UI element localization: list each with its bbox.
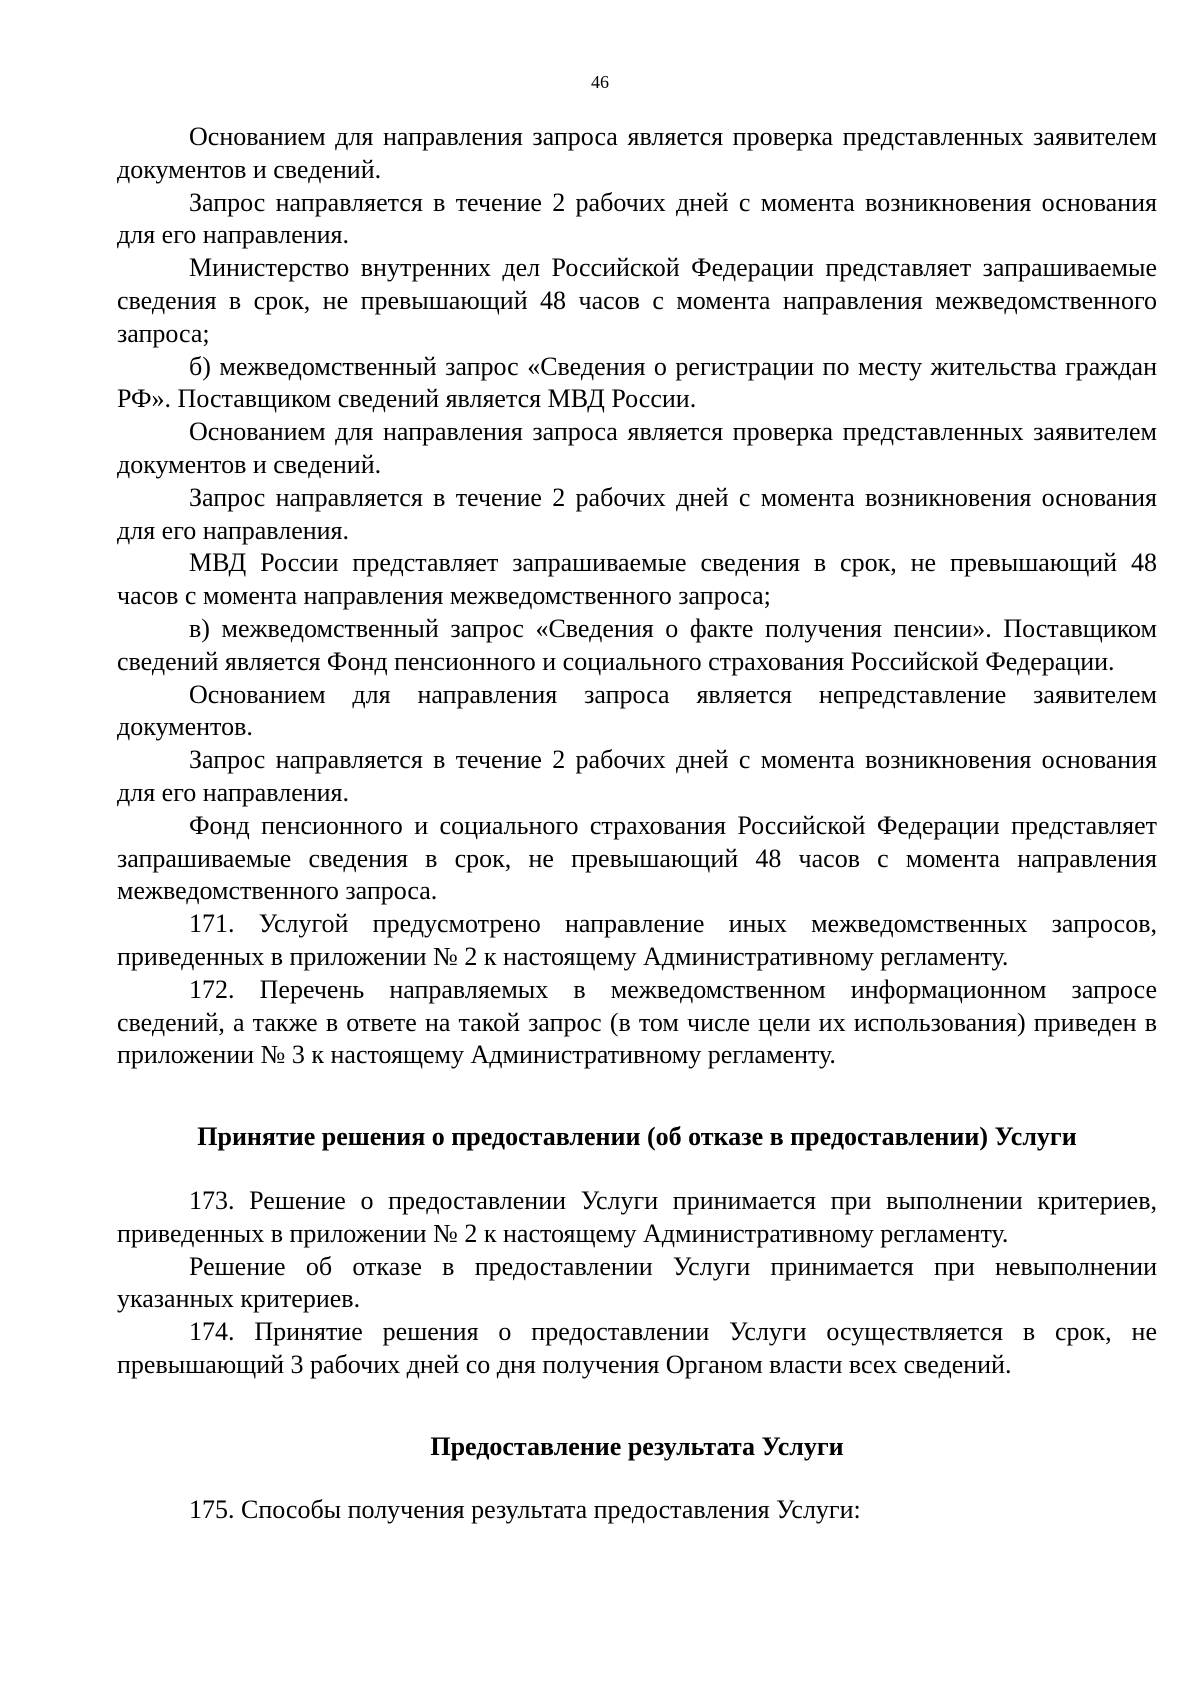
paragraph: 173. Решение о предоставлении Услуги принимается при выполнении критериев, приведенных в приложении № 2 к настоящему Административному регламенту. <box>117 1185 1157 1248</box>
paragraph: Фонд пенсионного и социального страхования Российской Федерации представляет запрашиваемые сведения в срок, не превышающий 48 часов с момента направления межведомственного запроса. <box>117 810 1157 906</box>
paragraph: Запрос направляется в течение 2 рабочих дней с момента возникновения основания для его направления. <box>117 745 1157 807</box>
section-heading-result: Предоставление результата Услуги <box>430 1431 844 1461</box>
paragraph: Основанием для направления запроса является проверка представленных заявителем документов и сведений. <box>117 122 1157 184</box>
paragraph: 172. Перечень направляемых в межведомственном информационном запросе сведений, а также в ответе на такой запрос (в том числе цели их использования) приведен в приложении № 3 к настоящему Административному регламенту. <box>117 974 1157 1070</box>
paragraph: в) межведомственный запрос «Сведения о факте получения пенсии». Поставщиком сведений является Фонд пенсионного и социального страхования Российской Федерации. <box>117 613 1157 676</box>
paragraph: Министерство внутренних дел Российской Федерации представляет запрашиваемые сведения в срок, не превышающий 48 часов с момента направления межведомственного запроса; <box>117 253 1157 348</box>
paragraph: МВД России представляет запрашиваемые сведения в срок, не превышающий 48 часов с момента направления межведомственного запроса; <box>117 548 1157 611</box>
paragraph: б) межведомственный запрос «Сведения о регистрации по месту жительства граждан РФ». Поставщиком сведений является МВД России. <box>117 351 1157 414</box>
paragraph: Основанием для направления запроса является проверка представленных заявителем документов и сведений. <box>117 417 1157 479</box>
paragraph: 171. Услугой предусмотрено направление иных межведомственных запросов, приведенных в приложении № 2 к настоящему Административному регламенту. <box>117 909 1157 971</box>
paragraph: Основанием для направления запроса является непредставление заявителем документов. <box>117 679 1157 742</box>
paragraph: Запрос направляется в течение 2 рабочих дней с момента возникновения основания для его направления. <box>117 482 1157 545</box>
paragraph: 175. Способы получения результата предоставления Услуги: <box>189 1495 861 1525</box>
section-heading-decision: Принятие решения о предоставлении (об отказе в предоставлении) Услуги <box>197 1122 1077 1152</box>
paragraph: Решение об отказе в предоставлении Услуги принимается при невыполнении указанных критериев. <box>117 1251 1157 1314</box>
paragraph: 174. Принятие решения о предоставлении Услуги осуществляется в срок, не превышающий 3 рабочих дней со дня получения Органом власти всех сведений. <box>117 1317 1157 1379</box>
document-body <box>117 121 1157 1527</box>
paragraph: Запрос направляется в течение 2 рабочих дней с момента возникновения основания для его направления. <box>117 187 1157 250</box>
page-number: 46 <box>591 72 609 92</box>
